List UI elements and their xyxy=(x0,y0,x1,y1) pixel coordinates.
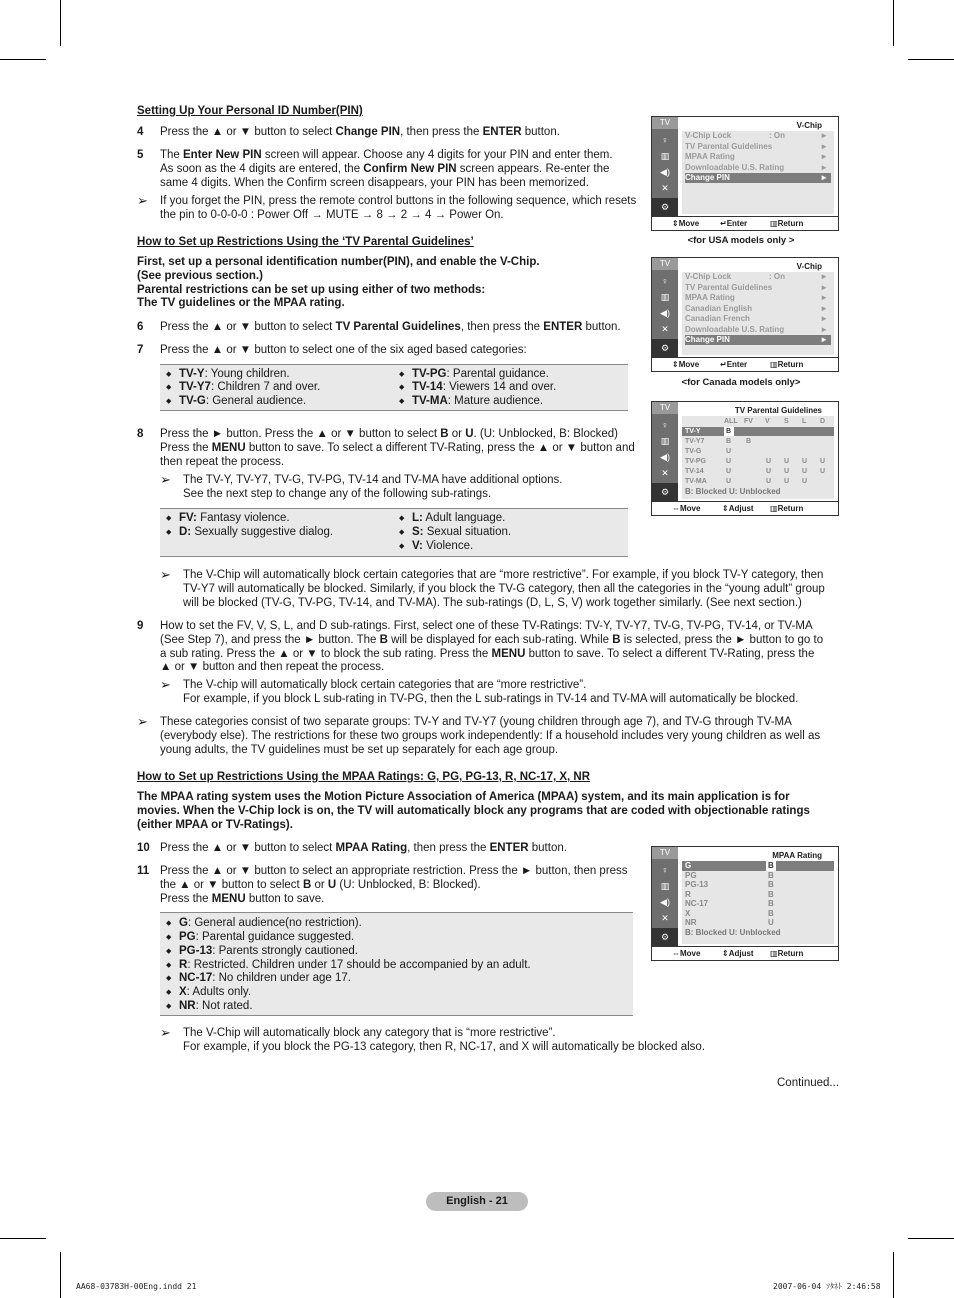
rating-cell[interactable]: U xyxy=(766,478,772,485)
rating-cell[interactable]: U xyxy=(726,458,732,465)
mpaa-row-label[interactable]: NR xyxy=(685,918,697,927)
menu-item-canadian-french[interactable]: Canadian French ► xyxy=(685,314,828,323)
crop-mark xyxy=(893,0,894,46)
channel-icon: ▥ xyxy=(660,881,670,891)
parental-intro: First, set up a personal identification number(PIN), and enable the V-Chip. (See previous section.) Parental restrictions can be set up using either of two methods: The TV guidelines or the MPAA rating. xyxy=(137,256,540,310)
osd-footer xyxy=(652,501,838,515)
settings-icon: ⚙ xyxy=(652,198,678,217)
osd-sidebar: TV ♀ ▥ ◀) ✕ ⚙ xyxy=(652,847,678,946)
rating-cell[interactable]: U xyxy=(802,458,808,465)
rating-cell[interactable]: U xyxy=(820,458,826,465)
rating-cell[interactable]: U xyxy=(784,468,790,475)
osd-caption-canada: <for Canada models only> xyxy=(681,377,801,388)
move-hint: ⇕ Move xyxy=(672,219,700,228)
osd-rating-grid xyxy=(682,416,834,499)
adjust-hint: ⇕ Adjust xyxy=(722,504,754,513)
osd-footer xyxy=(652,946,838,960)
enter-hint: ↵ Enter xyxy=(720,360,748,369)
arrow-right-icon: ► xyxy=(820,152,828,161)
arrow-right-icon: ► xyxy=(820,293,828,302)
return-hint: ▥ Return xyxy=(770,949,804,958)
rating-cell[interactable]: B xyxy=(746,438,752,445)
osd-vchip-usa: TV ♀ ▥ ◀) ✕ ⚙ V-Chip V-Chip Lock : On ► TV Parental Guidelines ► MPAA Rating ► Downloadable U.S. Rating ► Change PIN ► ⇕ Move ↵ Enter ▥ Return xyxy=(651,116,839,231)
crop-mark xyxy=(908,59,954,60)
rating-row-label[interactable]: TV-Y xyxy=(685,428,701,435)
rating-cell[interactable]: U xyxy=(802,478,808,485)
mpaa-row-label[interactable]: R xyxy=(685,889,691,899)
mpaa-row-value[interactable]: B xyxy=(768,880,774,889)
arrow-right-icon: ► xyxy=(820,335,828,344)
settings-icon: ⚙ xyxy=(652,483,678,502)
note-arrow-icon: ➢ xyxy=(160,1025,171,1040)
rating-row-label[interactable]: TV-MA xyxy=(685,478,707,485)
menu-item-vchip-lock[interactable]: V-Chip Lock : On ► xyxy=(685,272,828,281)
move-hint: ⇕ Move xyxy=(672,360,700,369)
channel-icon: ▥ xyxy=(660,292,670,302)
picture-icon: ♀ xyxy=(661,420,669,430)
picture-icon: ♀ xyxy=(661,865,669,875)
mpaa-row-value[interactable]: B xyxy=(768,889,774,899)
sub-rating-item: ◆ S: Sexual situation. xyxy=(412,526,511,540)
legend-text: B: Blocked U: Unblocked xyxy=(685,487,781,496)
osd-sidebar: TV ♀ ▥ ◀) ✕ ⚙ xyxy=(652,117,678,216)
sound-icon: ◀) xyxy=(660,308,670,318)
sound-icon: ◀) xyxy=(660,897,670,907)
col-header: L xyxy=(802,418,807,425)
crop-mark xyxy=(60,0,61,46)
mpaa-intro: The MPAA rating system uses the Motion Picture Association of America (MPAA) system, and its main application is for movies. When the V-Chip lock is on, the TV will automatically block any programs that are coded with objectionable ratings (either MPAA or TV-Ratings). xyxy=(137,791,810,831)
continued-text: Continued... xyxy=(777,1077,840,1089)
rating-cell[interactable]: U xyxy=(820,468,826,475)
col-header: FV xyxy=(744,418,753,425)
rating-cell[interactable]: U xyxy=(726,448,732,455)
osd-footer xyxy=(652,357,838,371)
category-item: ◆ TV-Y: Young children. xyxy=(179,368,290,382)
rating-cell[interactable]: U xyxy=(766,468,772,475)
setup-icon: ✕ xyxy=(661,913,669,923)
osd-menu xyxy=(682,272,834,355)
osd-vchip-canada: TV ♀ ▥ ◀) ✕ ⚙ V-Chip V-Chip Lock : On ► TV Parental Guidelines ► MPAA Rating ► Canadian English ► Canadian French ► Downloadable U.S. Rating ► Change PIN ► ⇕ Move ↵ Enter ▥ Return xyxy=(651,257,839,372)
mpaa-row-value[interactable]: B xyxy=(768,899,774,908)
section-heading-pin: Setting Up Your Personal ID Number(PIN) xyxy=(137,105,363,117)
category-item: ◆ TV-Y7: Children 7 and over. xyxy=(179,381,320,395)
menu-item-mpaa[interactable]: MPAA Rating ► xyxy=(685,293,828,302)
crop-mark xyxy=(908,1238,954,1239)
osd-footer xyxy=(652,216,838,230)
sub-rating-item: ◆ D: Sexually suggestive dialog. xyxy=(179,526,333,540)
mpaa-row-label[interactable]: X xyxy=(685,908,691,918)
arrow-right-icon: ► xyxy=(820,325,828,334)
move-hint: ⇔ Move xyxy=(672,949,701,958)
sub-rating-item: ◆ V: Violence. xyxy=(412,540,473,554)
mpaa-ratings-box xyxy=(160,912,633,1016)
arrow-right-icon: ► xyxy=(820,314,828,323)
col-header: ALL xyxy=(724,418,738,425)
mpaa-rating-item: ◆ G: General audience(no restriction). xyxy=(179,917,362,931)
note-arrow-icon: ➢ xyxy=(160,472,171,487)
menu-item-downloadable[interactable]: Downloadable U.S. Rating ► xyxy=(685,163,828,172)
arrow-right-icon: ► xyxy=(820,131,828,140)
category-item: ◆ TV-PG: Parental guidance. xyxy=(412,368,549,382)
arrow-right-icon: ► xyxy=(820,304,828,313)
rating-cell[interactable]: B xyxy=(726,438,732,445)
rating-cell[interactable]: U xyxy=(766,458,772,465)
rating-cell[interactable]: U xyxy=(726,468,732,475)
osd-sidebar: TV ♀ ▥ ◀) ✕ ⚙ xyxy=(652,258,678,357)
rating-row-label[interactable]: TV-14 xyxy=(685,468,704,475)
arrow-right-icon: ► xyxy=(820,272,828,281)
category-item: ◆ TV-MA: Mature audience. xyxy=(412,395,543,409)
sub-rating-item: ◆ L: Adult language. xyxy=(412,512,505,526)
crop-mark xyxy=(0,59,46,60)
picture-icon: ♀ xyxy=(661,276,669,286)
arrow-right-icon: ► xyxy=(820,163,828,172)
rating-row-label[interactable]: TV-G xyxy=(685,448,702,455)
osd-mpaa-rating: TV ♀ ▥ ◀) ✕ ⚙ MPAA Rating G B PG B PG-13 B R B NC-17 B X B NR U B: Blocked U: Unblocked ⇔ Move ⇕ Adjust ▥ Return xyxy=(651,846,839,961)
rating-row-label[interactable]: TV-Y7 xyxy=(685,438,705,445)
rating-cell[interactable]: U xyxy=(784,478,790,485)
mpaa-row-value[interactable]: B xyxy=(768,861,774,870)
mpaa-rating-item: ◆ R: Restricted. Children under 17 should be accompanied by an adult. xyxy=(179,959,531,973)
col-header: D xyxy=(820,418,826,425)
mpaa-rating-item: ◆ NR: Not rated. xyxy=(179,1000,253,1014)
note-arrow-icon: ➢ xyxy=(160,567,171,582)
note-arrow-icon: ➢ xyxy=(137,714,148,729)
mpaa-row-value[interactable]: B xyxy=(768,908,774,918)
rating-cell[interactable]: U xyxy=(726,478,732,485)
category-item: ◆ TV-G: General audience. xyxy=(179,395,306,409)
category-item: ◆ TV-14: Viewers 14 and over. xyxy=(412,381,556,395)
rating-row-label[interactable]: TV-PG xyxy=(685,458,707,465)
arrow-right-icon: ► xyxy=(820,173,828,182)
print-footer-right: 2007-06-04 ｿﾀﾈﾄ 2:46:58 xyxy=(773,1282,881,1291)
mpaa-row-label[interactable]: NC-17 xyxy=(685,899,709,908)
rating-cell[interactable]: U xyxy=(802,468,808,475)
note-arrow-icon: ➢ xyxy=(160,677,171,692)
mpaa-row-value[interactable]: B xyxy=(768,870,774,880)
sub-ratings-box xyxy=(160,508,628,557)
page-number-badge: English - 21 xyxy=(426,1192,528,1211)
age-categories-box xyxy=(160,364,628,411)
print-footer-left: AA68-03783H-00Eng.indd 21 xyxy=(76,1282,197,1291)
selected-row-highlight xyxy=(682,427,834,436)
mpaa-rating-item: ◆ NC-17: No children under age 17. xyxy=(179,972,351,986)
return-hint: ▥ Return xyxy=(770,360,804,369)
menu-item-downloadable[interactable]: Downloadable U.S. Rating ► xyxy=(685,325,828,334)
osd-tv-parental-guidelines: TV ♀ ▥ ◀) ✕ ⚙ TV Parental Guidelines ALL FV V S L D TV-Y B TV-Y7 B B TV-G U TV-PG U U U U U TV-14 U U U U U TV-MA U U U U B: Blocked U: Unblocked ⇔ Move ⇕ Adjust ▥ Return xyxy=(651,401,839,516)
adjust-hint: ⇕ Adjust xyxy=(722,949,754,958)
mpaa-row-label[interactable]: PG xyxy=(685,870,697,880)
return-hint: ▥ Return xyxy=(770,504,804,513)
section-heading-mpaa: How to Set up Restrictions Using the MPAA Ratings: G, PG, PG-13, R, NC-17, X, NR xyxy=(137,771,591,783)
menu-item-mpaa[interactable]: MPAA Rating ► xyxy=(685,152,828,161)
mpaa-rating-item: ◆ PG: Parental guidance suggested. xyxy=(179,931,354,945)
crop-mark xyxy=(893,1252,894,1298)
col-header: V xyxy=(765,418,770,425)
osd-mpaa-list xyxy=(682,861,834,944)
osd-caption-usa: <for USA models only > xyxy=(687,235,795,246)
arrow-right-icon: ► xyxy=(820,283,828,292)
channel-icon: ▥ xyxy=(660,151,670,161)
setup-icon: ✕ xyxy=(661,468,669,478)
channel-icon: ▥ xyxy=(660,436,670,446)
settings-icon: ⚙ xyxy=(652,339,678,358)
sub-rating-item: ◆ FV: Fantasy violence. xyxy=(179,512,290,526)
crop-mark xyxy=(60,1252,61,1298)
return-hint: ▥ Return xyxy=(770,219,804,228)
move-hint: ⇔ Move xyxy=(672,504,701,513)
mpaa-row-label[interactable]: G xyxy=(685,861,692,870)
menu-item-tv-parental[interactable]: TV Parental Guidelines ► xyxy=(685,283,828,292)
osd-sidebar: TV ♀ ▥ ◀) ✕ ⚙ xyxy=(652,402,678,501)
setup-icon: ✕ xyxy=(661,183,669,193)
menu-item-vchip-lock[interactable]: V-Chip Lock : On ► xyxy=(685,131,828,140)
sound-icon: ◀) xyxy=(660,167,670,177)
menu-item-change-pin[interactable]: Change PIN ► xyxy=(685,335,831,345)
note-arrow-icon: ➢ xyxy=(137,193,148,208)
section-heading-parental: How to Set up Restrictions Using the ‘TV Parental Guidelines’ xyxy=(137,236,474,248)
mpaa-row-value[interactable]: U xyxy=(768,918,774,927)
rating-cell[interactable]: B xyxy=(726,428,732,435)
menu-item-change-pin[interactable]: Change PIN ► xyxy=(685,173,831,183)
menu-item-tv-parental[interactable]: TV Parental Guidelines ► xyxy=(685,142,828,151)
legend-text: B: Blocked U: Unblocked xyxy=(685,928,781,937)
mpaa-rating-item: ◆ PG-13: Parents strongly cautioned. xyxy=(179,945,358,959)
sound-icon: ◀) xyxy=(660,452,670,462)
menu-item-canadian-english[interactable]: Canadian English ► xyxy=(685,304,828,313)
mpaa-row-label[interactable]: PG-13 xyxy=(685,880,709,889)
enter-hint: ↵ Enter xyxy=(720,219,748,228)
picture-icon: ♀ xyxy=(661,135,669,145)
osd-menu xyxy=(682,131,834,214)
col-header: S xyxy=(784,418,789,425)
selected-row-highlight xyxy=(682,861,834,871)
mpaa-rating-item: ◆ X: Adults only. xyxy=(179,986,251,1000)
crop-mark xyxy=(0,1238,46,1239)
settings-icon: ⚙ xyxy=(652,928,678,947)
arrow-right-icon: ► xyxy=(820,142,828,151)
rating-cell[interactable]: U xyxy=(784,458,790,465)
setup-icon: ✕ xyxy=(661,324,669,334)
